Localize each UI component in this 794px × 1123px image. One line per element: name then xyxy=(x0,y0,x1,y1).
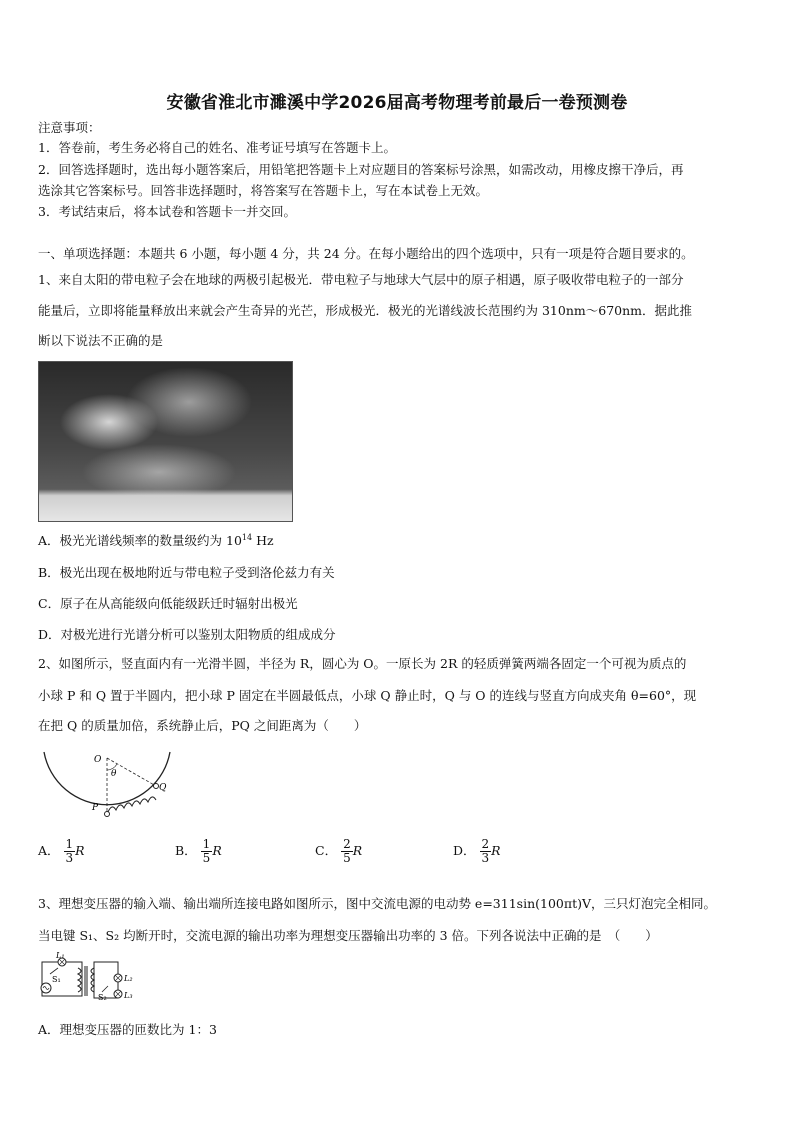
q1-line-1: 1、来自太阳的带电粒子会在地球的两极引起极光．带电粒子与地球大气层中的原子相遇，原子吸收带电粒子的一部分 xyxy=(38,272,684,287)
notice-heading: 注意事项： xyxy=(38,120,101,135)
q1-option-c: C．原子在从高能级向低能级跃迁时辐射出极光 xyxy=(38,596,298,611)
label-theta: θ xyxy=(111,769,117,779)
notice-item-2-cont: 选涂其它答案标号。回答非选择题时，将答案写在答题卡上，写在本试卷上无效。 xyxy=(38,183,489,198)
aurora-photo xyxy=(38,361,293,522)
label-l2: L₂ xyxy=(124,974,133,983)
switch-s2 xyxy=(102,986,108,992)
label-l3: L₃ xyxy=(124,991,133,1000)
section-heading: 一、单项选择题：本题共 6 小题，每小题 4 分，共 24 分。在每小题给出的四个选项中，只有一项是符合题目要求的。 xyxy=(38,246,694,261)
label-s2: S₂ xyxy=(98,993,107,1002)
q1-line-3: 断以下说法不正确的是 xyxy=(38,333,164,348)
page-title: 安徽省淮北市濉溪中学2026届高考物理考前最后一卷预测卷 xyxy=(166,93,628,113)
ball-q xyxy=(154,784,159,789)
q3-option-a: A．理想变压器的匝数比为 1：3 xyxy=(38,1022,217,1037)
notice-item-3: 3．考试结束后，将本试卷和答题卡一并交回。 xyxy=(38,204,296,219)
q2-option-d: D． $\frac{2}{3}$ R xyxy=(453,837,501,865)
q1-option-a: A．极光光谱线频率的数量级约为 $10^{14}$ Hz xyxy=(38,532,274,548)
label-l1: L₁ xyxy=(56,952,65,960)
label-q: Q xyxy=(159,783,167,793)
q3-line-1: 3、理想变压器的输入端、输出端所连接电路如图所示，图中交流电源的电动势 e=311sin(100πt)V，三只灯泡完全相同。 xyxy=(38,896,716,911)
label-o: O xyxy=(94,755,102,765)
q2-option-c: C． $\frac{2}{5}$ R xyxy=(315,837,363,865)
notice-item-2: 2．回答选择题时，选出每小题答案后，用铅笔把答题卡上对应题目的答案标号涂黑，如需改动，用橡皮擦干净后，再 xyxy=(38,162,684,177)
q1-option-b: B．极光出现在极地附近与带电粒子受到洛伦兹力有关 xyxy=(38,565,335,580)
q3-line-2: 当电键 S₁、S₂ 均断开时，交流电源的输出功率为理想变压器输出功率的 3 倍。下列各说法中正确的是 （ ） xyxy=(38,928,658,943)
label-s1: S₁ xyxy=(52,975,61,984)
label-p: P xyxy=(92,803,99,813)
semicircle-diagram xyxy=(38,748,178,823)
q1-line-2: 能量后，立即将能量释放出来就会产生奇异的光芒，形成极光．极光的光谱线波长范围约为 310nm～670nm．据此推 xyxy=(38,303,692,318)
ball-p xyxy=(105,812,110,817)
q2-option-b: B． $\frac{1}{5}$ R xyxy=(175,837,222,865)
q2-line-3: 在把 Q 的质量加倍，系统静止后，PQ 之间距离为（ ） xyxy=(38,718,367,733)
notice-item-1: 1．答卷前，考生务必将自己的姓名、准考证号填写在答题卡上。 xyxy=(38,140,396,155)
q2-line-1: 2、如图所示，竖直面内有一光滑半圆，半径为 R，圆心为 O。一原长为 2R 的轻质弹簧两端各固定一个可视为质点的 xyxy=(38,656,687,671)
q2-line-2: 小球 P 和 Q 置于半圆内，把小球 P 固定在半圆最低点，小球 Q 静止时，Q 与 O 的连线与竖直方向成夹角 θ=60°，现 xyxy=(38,688,697,703)
switch-s1 xyxy=(50,968,58,974)
q2-option-a: A． $\frac{1}{3}$ R xyxy=(38,837,85,865)
primary-coil xyxy=(78,968,81,992)
transformer-circuit-diagram xyxy=(38,952,138,1007)
q1-option-d: D．对极光进行光谱分析可以鉴别太阳物质的组成成分 xyxy=(38,627,336,642)
